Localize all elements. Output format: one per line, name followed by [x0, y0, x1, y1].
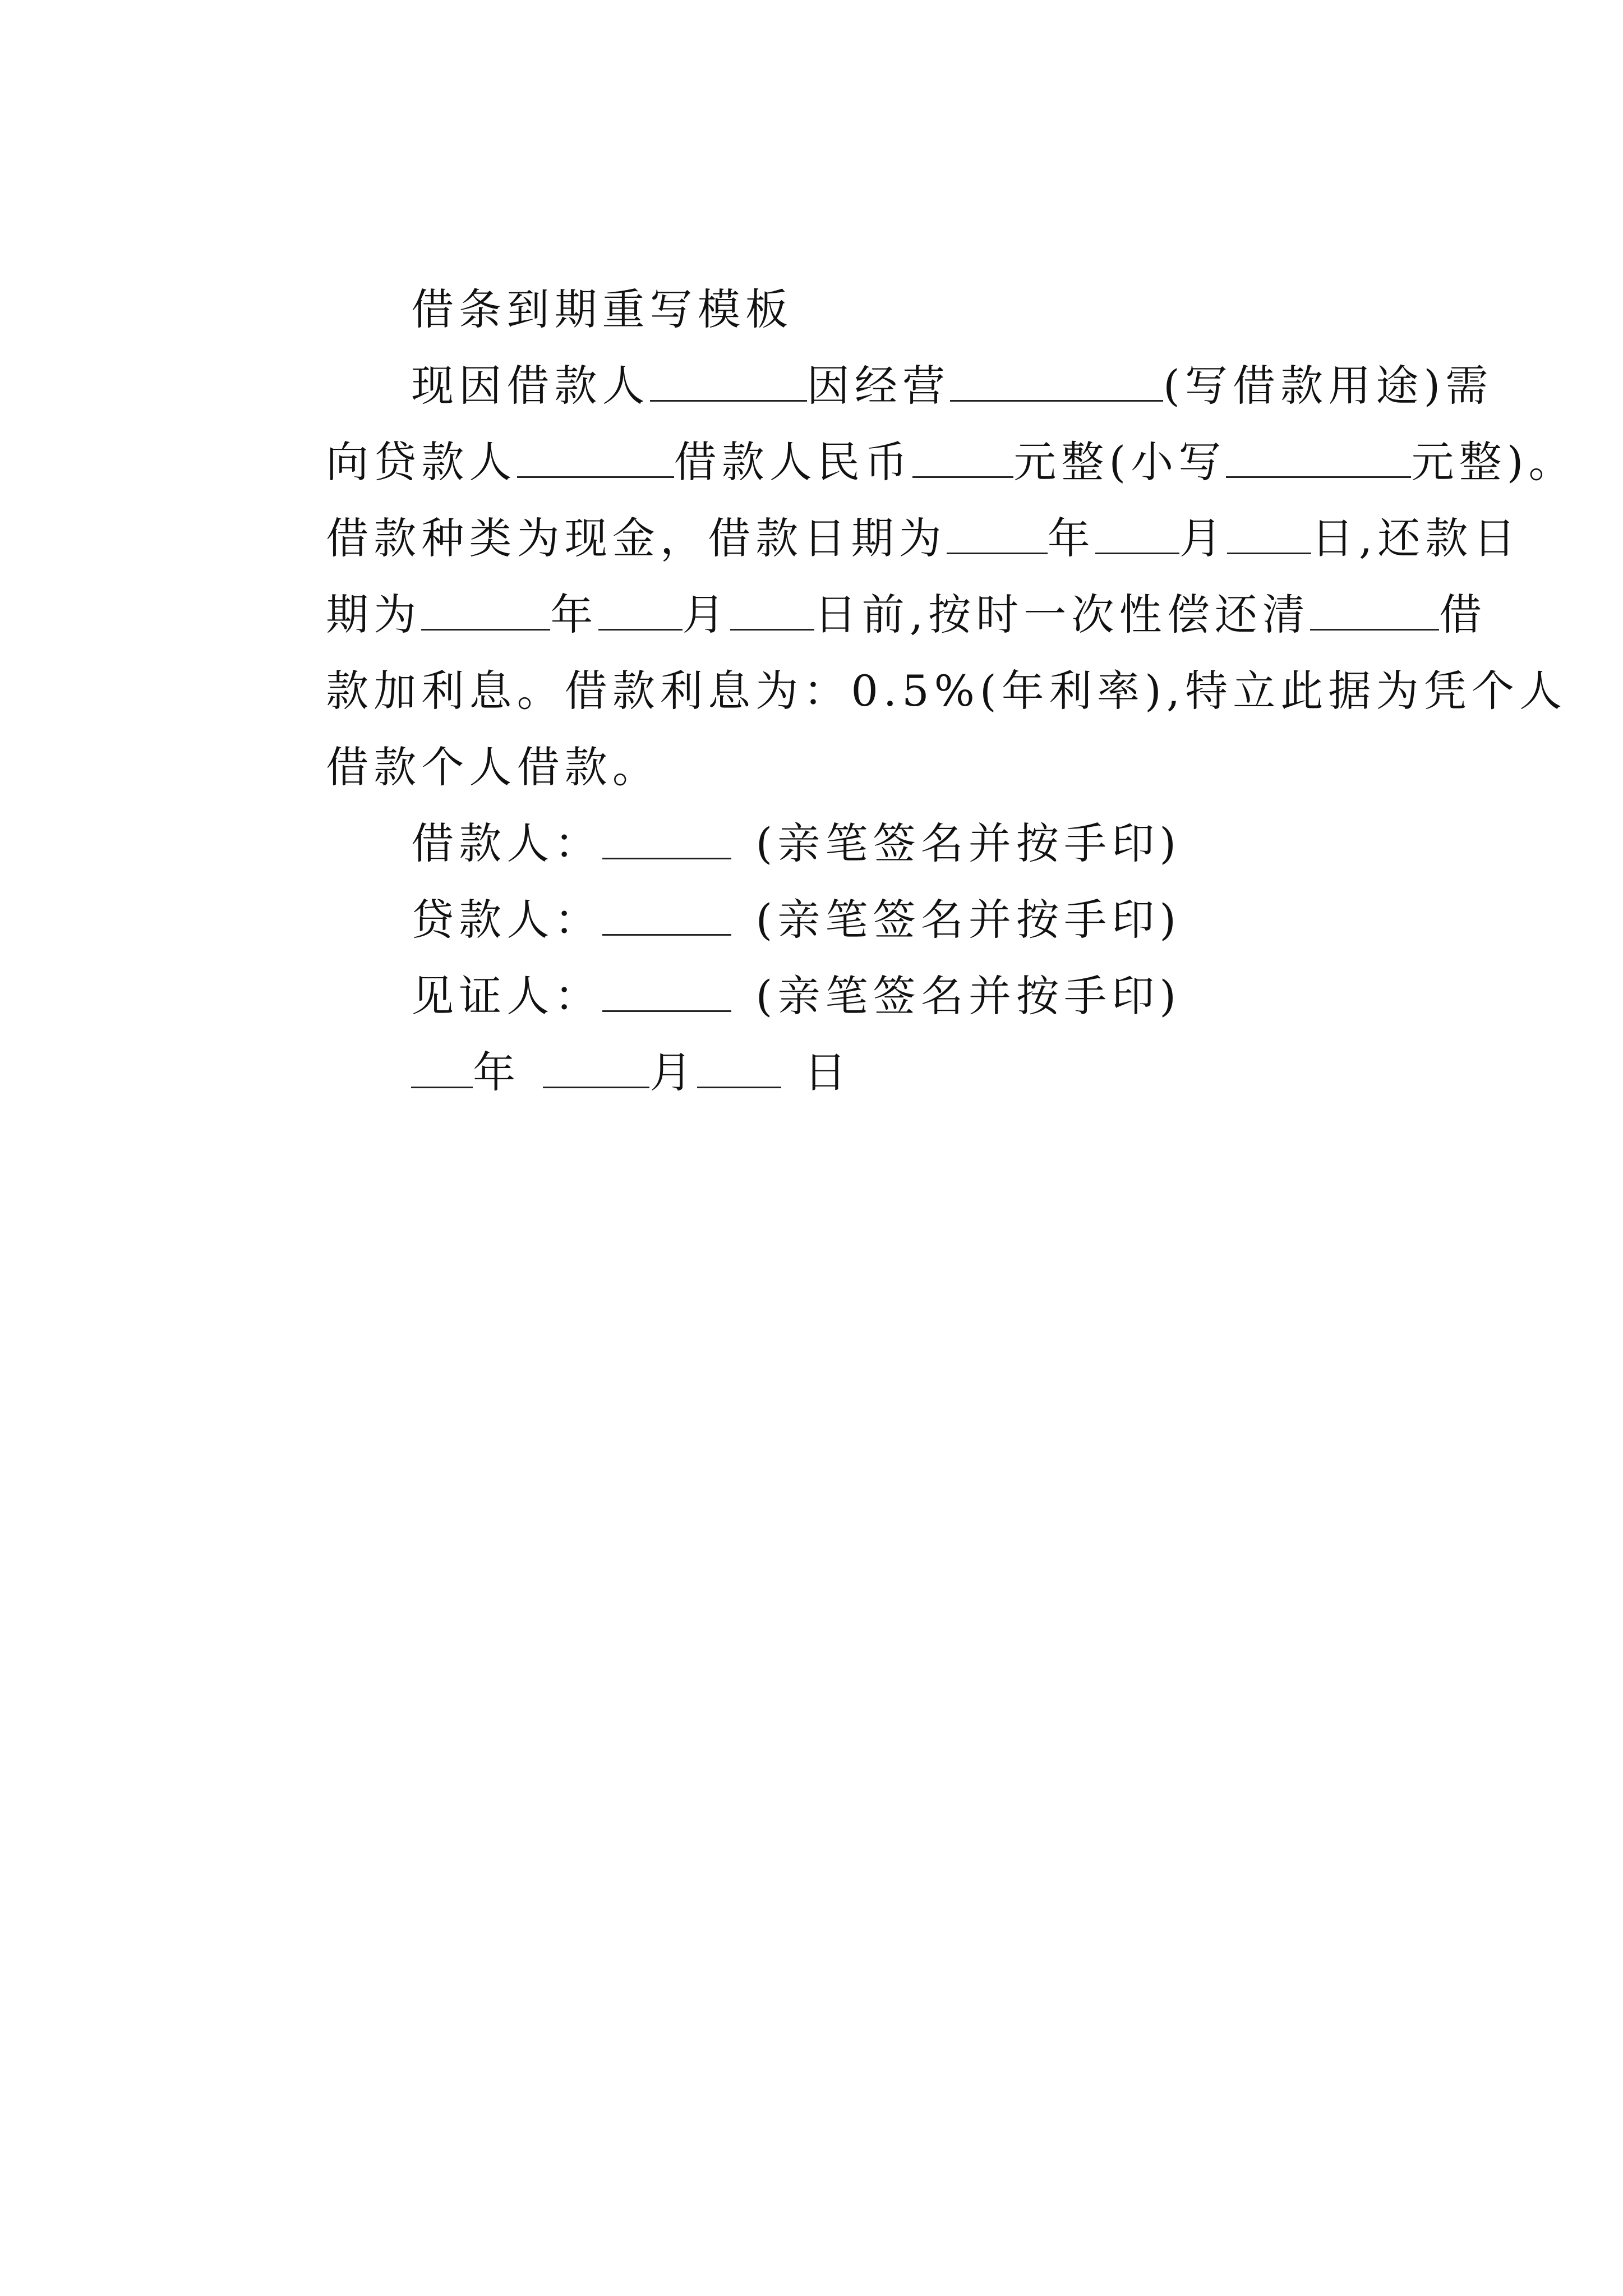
date-year-label: 年	[473, 1047, 521, 1097]
signature-note: (亲笔签名并按手印)	[755, 818, 1182, 868]
body-text: 元整)。	[1411, 437, 1576, 487]
body-line-2	[251, 361, 1576, 487]
body-line-5	[251, 590, 1567, 716]
title-text: 借条到期重写模板	[411, 284, 794, 334]
date-month-blank	[543, 1047, 649, 1088]
signature-note: (亲笔签名并按手印)	[755, 971, 1182, 1021]
body-text: 年	[1047, 513, 1095, 563]
body-text: (写借款用途)需	[1163, 361, 1493, 411]
signature-lender	[336, 819, 1182, 945]
body-line-3	[251, 438, 1521, 563]
date-day-label: 日	[804, 1047, 852, 1097]
document-title	[336, 209, 794, 334]
body-text: 向贷款人	[326, 437, 517, 487]
signature-label: 贷款人：	[411, 895, 602, 945]
signature-note: (亲笔签名并按手印)	[755, 895, 1182, 945]
body-text: 日前,按时一次性偿还清	[814, 590, 1311, 639]
body-text: 款加利息。借款利息为：0.5%(年利率),特立此据为凭个人	[326, 666, 1567, 716]
body-text: 借款人民币	[674, 437, 913, 487]
body-text: 年	[550, 590, 598, 639]
body-line-1	[336, 285, 1493, 411]
body-text: 因经营	[806, 361, 951, 411]
signature-borrower	[336, 743, 1182, 868]
body-text: 借	[1439, 590, 1487, 639]
body-text: 现因借款人	[411, 361, 650, 411]
body-line-4	[251, 514, 1487, 639]
body-line-6	[251, 666, 660, 792]
body-text: 期为	[326, 590, 422, 639]
body-text: 借款种类为现金，借款日期为	[326, 513, 947, 563]
body-text: 借款个人借款。	[326, 742, 660, 792]
body-text: 元整(小写	[1013, 437, 1227, 487]
date-year-blank	[411, 1047, 473, 1088]
body-text: 月	[682, 590, 730, 639]
body-text: 日,还款日	[1311, 513, 1521, 563]
signature-label: 见证人：	[411, 971, 602, 1021]
date-month-label: 月	[649, 1047, 698, 1097]
date-day-blank	[697, 1047, 781, 1088]
body-text: 月	[1179, 513, 1227, 563]
signature-witness	[336, 895, 1182, 1021]
signature-label: 借款人：	[411, 818, 602, 868]
date-line	[336, 972, 852, 1097]
